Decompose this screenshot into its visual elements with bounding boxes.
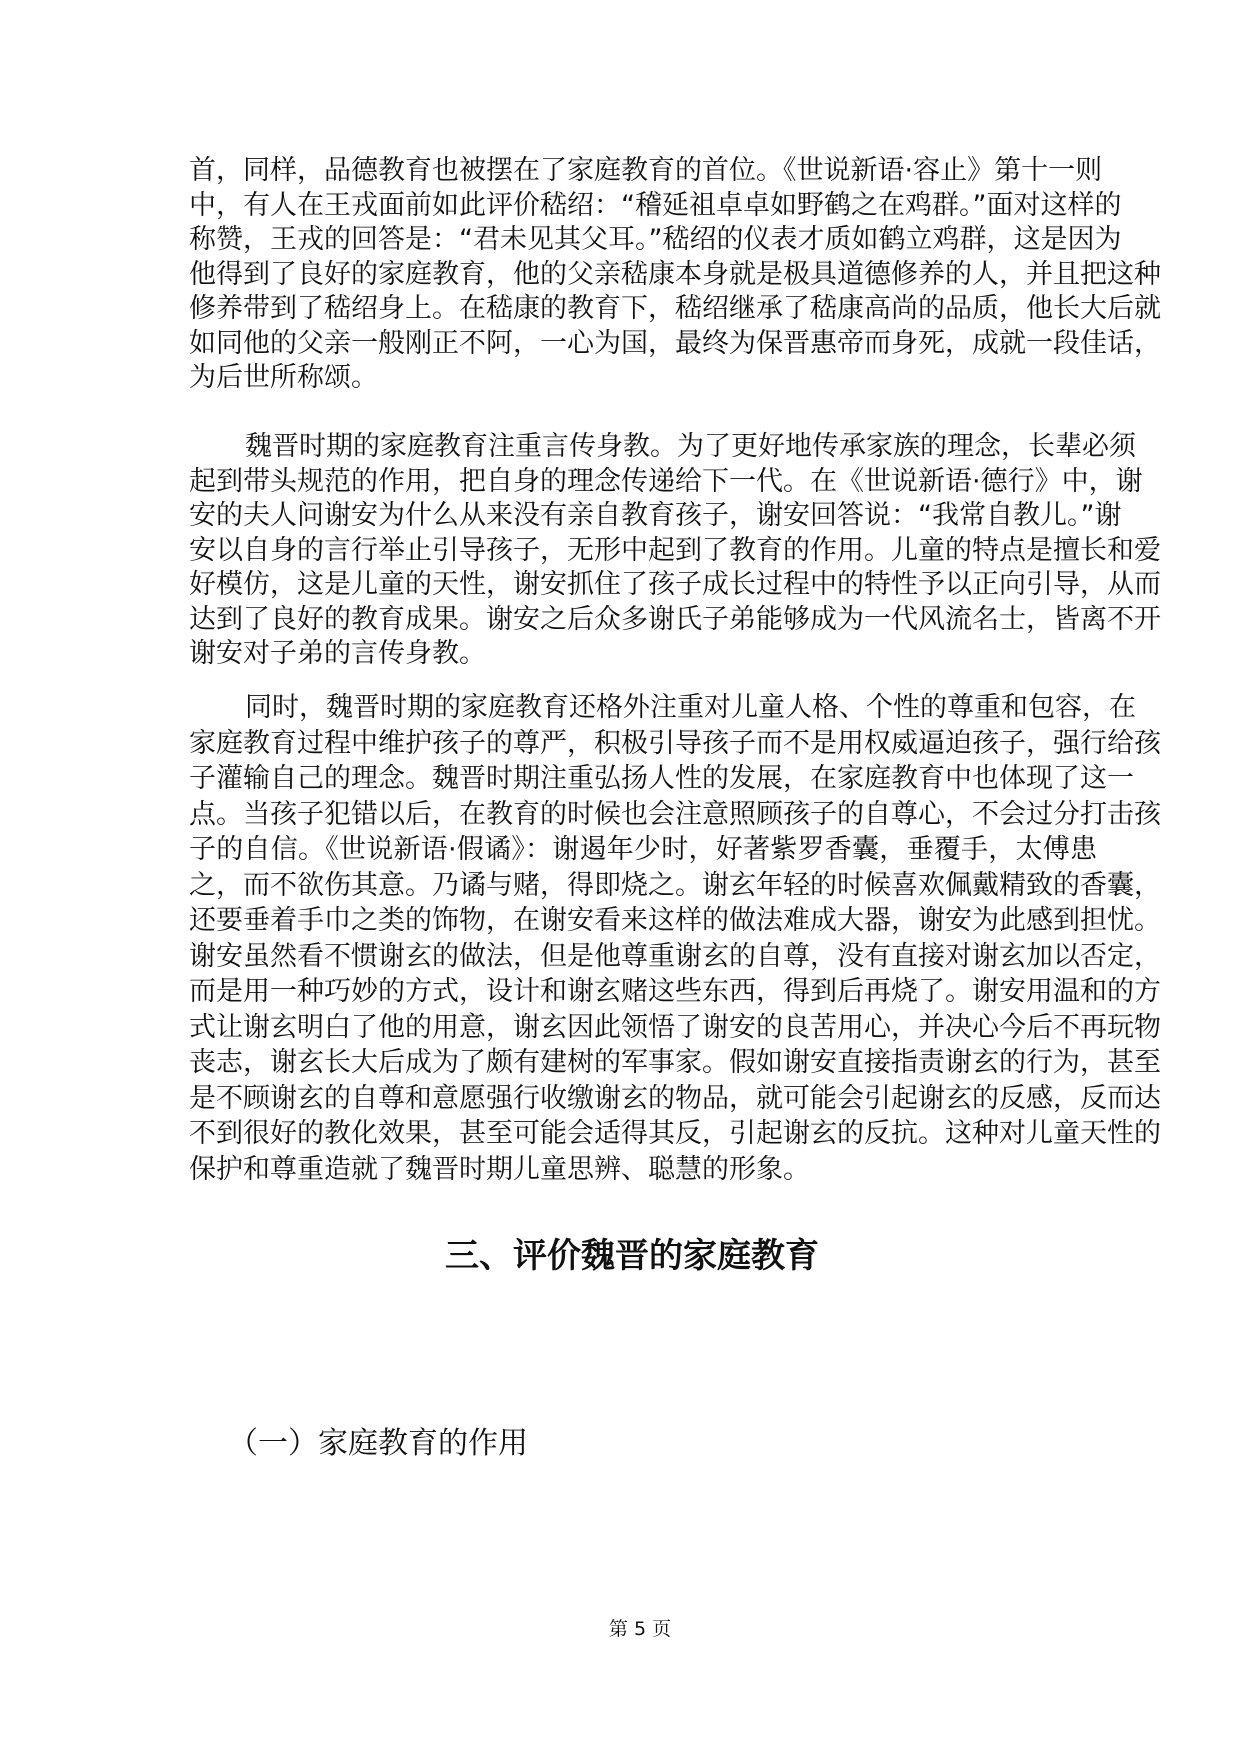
text-line: 如同他的父亲一般刚正不阿，一心为国，最终为保晋惠帝而身死，成就一段佳话， [189, 327, 1161, 359]
text-line: 他得到了良好的家庭教育，他的父亲嵇康本身就是极具道德修养的人，并且把这种 [189, 258, 1161, 290]
text-line: 是不顾谢玄的自尊和意愿强行收缴谢玄的物品，就可能会引起谢玄的反感，反而达 [189, 1082, 1161, 1114]
text-line: 达到了良好的教育成果。谢安之后众多谢氏子弟能够成为一代风流名士，皆离不开 [189, 603, 1161, 635]
page-number: 第 5 页 [608, 1618, 672, 1640]
text-line: 点。当孩子犯错以后，在教育的时候也会注意照顾孩子的自尊心，不会过分打击孩 [189, 798, 1161, 830]
text-line: 为后世所称颂。 [189, 362, 378, 393]
text-line: 魏晋时期的家庭教育注重言传身教。为了更好地传承家族的理念，长辈必须 [245, 431, 1136, 462]
section-heading: 三、评价魏晋的家庭教育 [445, 1236, 819, 1276]
text-line: 丧志，谢玄长大后成为了颇有建树的军事家。假如谢安直接指责谢玄的行为，甚至 [189, 1047, 1161, 1078]
text-line: 谢安虽然看不惯谢玄的做法，但是他尊重谢玄的自尊，没有直接对谢玄加以否定， [189, 940, 1161, 972]
text-line: 保护和尊重造就了魏晋时期儿童思辨、聪慧的形象。 [189, 1153, 810, 1185]
text-line: 修养带到了嵇绍身上。在嵇康的教育下，嵇绍继承了嵇康高尚的品质，他长大后就 [189, 293, 1161, 324]
text-line: 中，有人在王戎面前如此评价嵇绍：“稽延祖卓卓如野鹤之在鸡群。”面对这样的 [189, 189, 1122, 221]
subsection-heading: （一）家庭教育的作用 [228, 1426, 528, 1461]
text-line: 起到带头规范的作用，把自身的理念传递给下一代。在《世说新语·德行》中，谢 [189, 465, 1143, 497]
text-line: 称赞，王戎的回答是：“君未见其父耳。”嵇绍的仪表才质如鹤立鸡群，这是因为 [189, 224, 1122, 255]
text-line: 子的自信。《世说新语·假谲》：谢遏年少时，好著紫罗香囊，垂覆手，太傅患 [189, 834, 1097, 865]
text-line: 安以自身的言行举止引导孩子，无形中起到了教育的作用。儿童的特点是擅长和爱 [189, 534, 1161, 566]
text-line: 家庭教育过程中维护孩子的尊严，积极引导孩子而不是用权威逼迫孩子，强行给孩 [189, 727, 1161, 759]
paragraph-2 [189, 430, 1161, 672]
text-line: 之，而不欲伤其意。乃谲与赌，得即烧之。谢玄年轻的时候喜欢佩戴精致的香囊， [189, 869, 1161, 901]
text-line: 子灌输自己的理念。魏晋时期注重弘扬人性的发展，在家庭教育中也体现了这一 [189, 763, 1134, 794]
text-line: 好模仿，这是儿童的天性，谢安抓住了孩子成长过程中的特性予以正向引导，从而 [189, 569, 1161, 600]
text-line: 首，同样，品德教育也被摆在了家庭教育的首位。《世说新语·容止》第十一则 [189, 155, 1103, 186]
text-line: 还要垂着手巾之类的饰物，在谢安看来这样的做法难成大器，谢安为此感到担忧。 [189, 905, 1161, 936]
text-line: 而是用一种巧妙的方式，设计和谢玄赌这些东西，得到后再烧了。谢安用温和的方 [189, 976, 1161, 1007]
text-line: 安的夫人问谢安为什么从来没有亲自教育孩子，谢安回答说：“我常自教儿。”谢 [189, 500, 1122, 531]
text-line: 同时，魏晋时期的家庭教育还格外注重对儿童人格、个性的尊重和包容，在 [245, 692, 1136, 723]
text-line: 式让谢玄明白了他的用意，谢玄因此领悟了谢安的良苦用心，并决心今后不再玩物 [189, 1011, 1161, 1043]
paragraph-1 [189, 154, 1161, 396]
paragraph-3 [189, 690, 1161, 1187]
text-line: 不到很好的教化效果，甚至可能会适得其反，引起谢玄的反抗。这种对儿童天性的 [189, 1118, 1161, 1149]
text-line: 谢安对子弟的言传身教。 [189, 638, 486, 669]
